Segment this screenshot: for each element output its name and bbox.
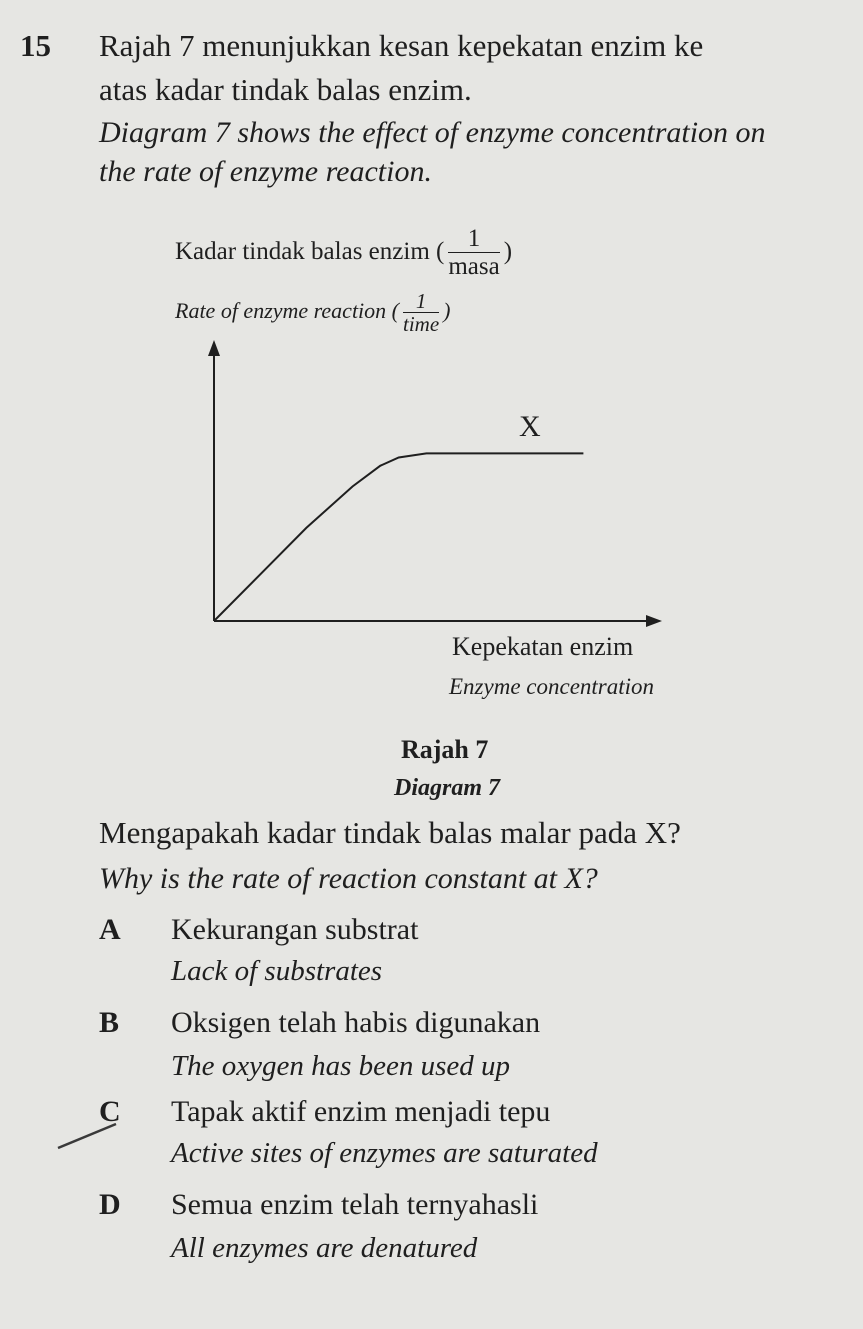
x-axis-arrowhead [646, 615, 662, 627]
question-text-ms-line1: Rajah 7 menunjukkan kesan kepekatan enzim ke [99, 28, 704, 63]
option-c-text-ms[interactable]: Tapak aktif enzim menjadi tepu [171, 1095, 551, 1128]
question-text-en-line2: the rate of enzyme reaction. [99, 155, 432, 188]
fraction-denominator: time [403, 312, 440, 337]
caption-ms: Rajah 7 [401, 735, 489, 764]
rate-curve [214, 453, 583, 621]
prompt-en: Why is the rate of reaction constant at X? [99, 862, 598, 895]
option-b-letter: B [99, 1006, 120, 1039]
option-d-text-en: All enzymes are denatured [171, 1232, 478, 1264]
caption-en: Diagram 7 [394, 775, 501, 801]
fraction-numerator: 1 [448, 226, 499, 253]
close-paren: ) [443, 298, 451, 324]
prompt-ms: Mengapakah kadar tindak balas malar pada X? [99, 815, 681, 850]
option-b-text-en: The oxygen has been used up [171, 1050, 511, 1082]
question-text-ms-line2: atas kadar tindak balas enzim. [99, 72, 472, 107]
fraction-denominator: masa [448, 253, 500, 281]
option-a-text-ms[interactable]: Kekurangan substrat [171, 913, 419, 946]
option-a-letter: A [99, 913, 121, 946]
x-axis-label-en: Enzyme concentration [449, 674, 655, 699]
option-c-text-en: Active sites of enzymes are saturated [171, 1137, 598, 1169]
y-axis-label-en-text: Rate of enzyme reaction ( [175, 298, 399, 324]
x-axis-label-ms: Kepekatan enzim [452, 632, 634, 661]
option-d-text-ms[interactable]: Semua enzim telah ternyahasli [171, 1188, 539, 1221]
fraction-numerator: 1 [403, 290, 439, 313]
question-text-en-line1: Diagram 7 shows the effect of enzyme concentration on [99, 116, 766, 149]
y-axis-arrowhead [208, 340, 220, 356]
question-number: 15 [20, 28, 51, 63]
option-d-letter: D [99, 1188, 121, 1221]
close-paren: ) [503, 238, 513, 266]
option-b-text-ms[interactable]: Oksigen telah habis digunakan [171, 1006, 541, 1039]
point-x-label: X [519, 410, 541, 443]
option-a-text-en: Lack of substrates [171, 955, 383, 987]
option-c-letter: C [99, 1095, 121, 1128]
y-axis-label-ms-text: Kadar tindak balas enzim ( [175, 238, 445, 266]
